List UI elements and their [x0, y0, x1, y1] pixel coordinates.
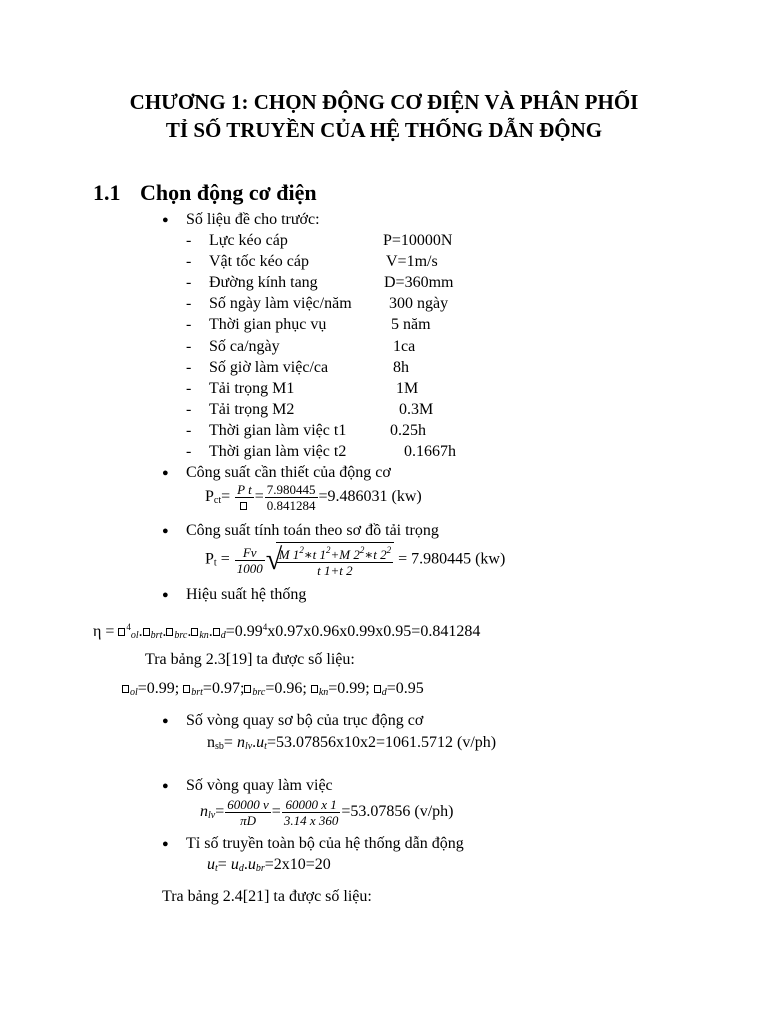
dash-marker: - [186, 337, 192, 355]
given-item-label: Tải trọng M2 [209, 400, 295, 418]
given-item-value: V=1m/s [386, 253, 438, 271]
chapter-title-line1: CHƯƠNG 1: CHỌN ĐỘNG CƠ ĐIỆN VÀ PHÂN PHỐI [129, 90, 639, 114]
table24-text: Tra bảng 2.4[21] ta được số liệu: [162, 888, 372, 905]
bullet-icon: ● [162, 589, 169, 601]
bullet-icon: ● [162, 780, 169, 792]
given-item-value: 300 ngày [389, 295, 449, 313]
symbol-box-icon [374, 685, 381, 693]
given-item-value: 1ca [393, 337, 416, 355]
dash-marker: - [186, 400, 192, 418]
dash-marker: - [186, 421, 192, 439]
eff-heading: Hiệu suất hệ thống [186, 586, 307, 603]
given-item-label: Đường kính tang [209, 274, 318, 292]
dash-marker: - [186, 253, 192, 271]
given-item-label: Số ngày làm việc/năm [209, 295, 352, 313]
bullet-icon: ● [162, 715, 169, 727]
pct-formula: $P_{ct}=$ P t = $\frac{7.980445}{0.841284}$ =9.486031 (kw) [205, 482, 422, 513]
nsb-heading: Số vòng quay sơ bộ của trục động cơ [186, 712, 424, 729]
symbol-box-icon [143, 628, 150, 636]
symbol-box-icon [166, 628, 173, 636]
symbol-box-icon [311, 685, 318, 693]
symbol-box-icon [191, 628, 198, 636]
given-item-label: Số giờ làm việc/ca [209, 358, 329, 376]
given-item-value: 1M [396, 379, 419, 397]
given-item-label: Thời gian làm việc t2 [209, 443, 347, 460]
chapter-title-line2: TỈ SỐ TRUYỀN CỦA HỆ THỐNG DẪN ĐỘNG [165, 118, 603, 142]
nsb-formula: $n_{sb}= nlv.ut=53.07856x10x2=1061.5712$ (v/ph) [207, 734, 497, 752]
table23-values: ol=0.99; brt=0.97; brc=0.96; kn=0.99; d=0.95 [122, 679, 424, 703]
pct-fraction-1: P t [235, 482, 254, 513]
pt-root-fraction: $\frac{M 1^2∗t 1^2+M 2^2∗t 2^2}{t 1+t 2}$ [278, 545, 392, 578]
nlv-fraction-1: $\frac{60000 v}{\pi D}$ [227, 797, 269, 828]
bullet-icon: ● [162, 525, 169, 537]
given-item-value: 0.3M [399, 400, 434, 418]
symbol-box-icon [122, 685, 129, 693]
symbol-box-icon [240, 502, 247, 510]
nlv-heading: Số vòng quay làm việc [186, 777, 333, 794]
given-item-label: Thời gian phục vụ [209, 316, 327, 334]
given-item-label: Thời gian làm việc t1 [209, 421, 347, 439]
sqrt-icon: √ $\frac{M 1^2∗t 1^2+M 2^2∗t 2^2}{t 1+t 2}$ [266, 542, 394, 578]
nlv-formula: nlv= $\frac{60000 v}{\pi D}$ = $\frac{60000 x 1}{3.14 x 360}$ =53.07856 (v/ph) [200, 797, 454, 828]
given-item-label: Số ca/ngày [209, 337, 280, 355]
nlv-fraction-2: $\frac{60000 x 1}{3.14 x 360}$ [283, 797, 339, 828]
dash-marker: - [186, 295, 192, 313]
given-item-value: P=10000N [383, 232, 453, 249]
dash-marker: - [186, 379, 192, 397]
dash-marker: - [186, 274, 192, 292]
pct-fraction-2: $\frac{7.980445}{0.841284}$ [266, 482, 316, 513]
bullet-icon: ● [162, 214, 169, 226]
given-item-value: 5 năm [391, 316, 431, 334]
section-number: 1.1 [93, 180, 121, 205]
ut-heading: Tỉ số truyền toàn bộ của hệ thống dẫn động [186, 835, 464, 852]
dash-marker: - [186, 316, 192, 334]
dash-marker: - [186, 232, 192, 249]
given-item-label: Tải trọng M1 [209, 379, 295, 397]
bullet-icon: ● [162, 467, 169, 479]
section-title: Chọn động cơ điện [140, 180, 317, 205]
given-heading: Số liệu đề cho trước: [186, 211, 320, 228]
symbol-box-icon [118, 628, 125, 636]
given-item-label: Vật tốc kéo cáp [209, 253, 309, 271]
table23-text: Tra bảng 2.3[19] ta được số liệu: [145, 651, 355, 668]
pt-heading: Công suất tính toán theo sơ đồ tải trọng [186, 522, 439, 539]
pct-heading: Công suất cần thiết của động cơ [186, 464, 391, 481]
symbol-box-icon [213, 628, 220, 636]
given-item-value: 0.25h [390, 421, 426, 439]
pt-fraction: $\frac{Fv}{1000}$ [236, 544, 263, 576]
ut-formula: ut= ud.ubr=2x10=20 [207, 856, 331, 874]
eff-formula: η = $^4$ol. brt. brc. kn. $d=0.99^4x0.97x0.96x0.99x0.95=0.841284$ [93, 622, 481, 641]
pt-formula: $P_t$ = $\frac{Fv}{1000}$ √ $\frac{M 1^2∗t 1^2+M 2^2∗t 2^2}{t 1+t 2}$ = 7.980445 (kw) [205, 543, 506, 578]
given-item-value: 8h [393, 358, 409, 376]
symbol-box-icon [183, 685, 190, 693]
given-item-value: 0.1667h [404, 443, 456, 460]
dash-marker: - [186, 358, 192, 376]
symbol-box-icon [244, 685, 251, 693]
given-item-label: Lực kéo cáp [209, 232, 288, 249]
dash-marker: - [186, 443, 192, 460]
given-item-value: D=360mm [384, 274, 454, 292]
bullet-icon: ● [162, 838, 169, 850]
